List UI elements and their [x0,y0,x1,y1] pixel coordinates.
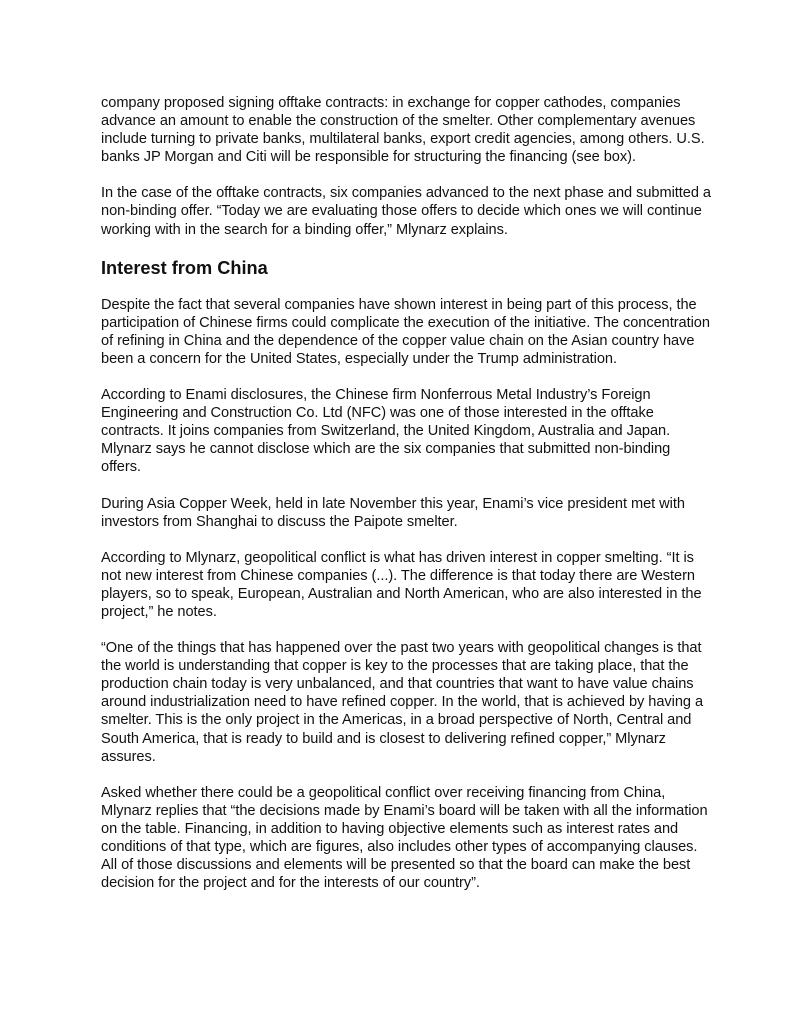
paragraph-geopolitical-interest: According to Mlynarz, geopolitical conflict is what has driven interest in copper smelting. “It is not new interest from Chinese companies (...). The difference is that today there are Western players, so to speak, European, Australian and North American, who are also interested in the project,” he notes. [101,549,702,620]
paragraph-offtake-proposal: company proposed signing offtake contracts: in exchange for copper cathodes, companies advance an amount to enable the construction of the smelter. Other complementary avenues include turning to private banks, multilateral banks, export credit agencies, among others. U.S. banks JP Morgan and Citi will be responsible for structuring the financing (see box). [101,95,705,166]
paragraph-financing-from-china: Asked whether there could be a geopolitical conflict over receiving financing from China, Mlynarz replies that “the decisions made by Enami’s board will be taken with all the information on the table. Financing, in addition to having objective elements such as interest rates and conditions of that type, which are figures, also includes other types of accompanying clauses. All of those discussions and elements will be presented so that the board can make the best decision for the project and for the interests of our country”. [101,784,708,892]
paragraph-chinese-participation: Despite the fact that several companies have shown interest in being part of this process, the participation of Chinese firms could complicate the execution of the initiative. The concentration of refining in China and the dependence of the copper value chain on the Asian country have been a concern for the United States, especially under the Trump administration. [101,296,710,367]
paragraph-asia-copper-week: During Asia Copper Week, held in late November this year, Enami’s vice president met with investors from Shanghai to discuss the Paipote smelter. [101,495,685,530]
paragraph-enami-disclosures: According to Enami disclosures, the Chinese firm Nonferrous Metal Industry’s Foreign Engineering and Construction Co. Ltd (NFC) was one of those interested in the offtake contracts. It joins companies from Switzerland, the United Kingdom, Australia and Japan. Mlynarz says he cannot disclose which are the six companies that submitted non-binding offers. [101,387,671,476]
paragraph-refined-copper-quote: “One of the things that has happened over the past two years with geopolitical changes is that the world is understanding that copper is key to the processes that are taking place, that the production chain today is very unbalanced, and that countries that want to have value chains around industrialization need to have refined copper. In the world, that is achieved by having a smelter. This is the only project in the Americas, in a broad perspective of North, Central and South America, that is ready to build and is closest to delivering refined copper,” Mlynarz assures. [101,640,704,765]
paragraph-offtake-offers: In the case of the offtake contracts, six companies advanced to the next phase and submitted a non-binding offer. “Today we are evaluating those offers to decide which ones we will continue working with in the search for a binding offer,” Mlynarz explains. [101,185,711,238]
document-page [101,94,711,910]
section-heading: Interest from China [101,257,268,278]
